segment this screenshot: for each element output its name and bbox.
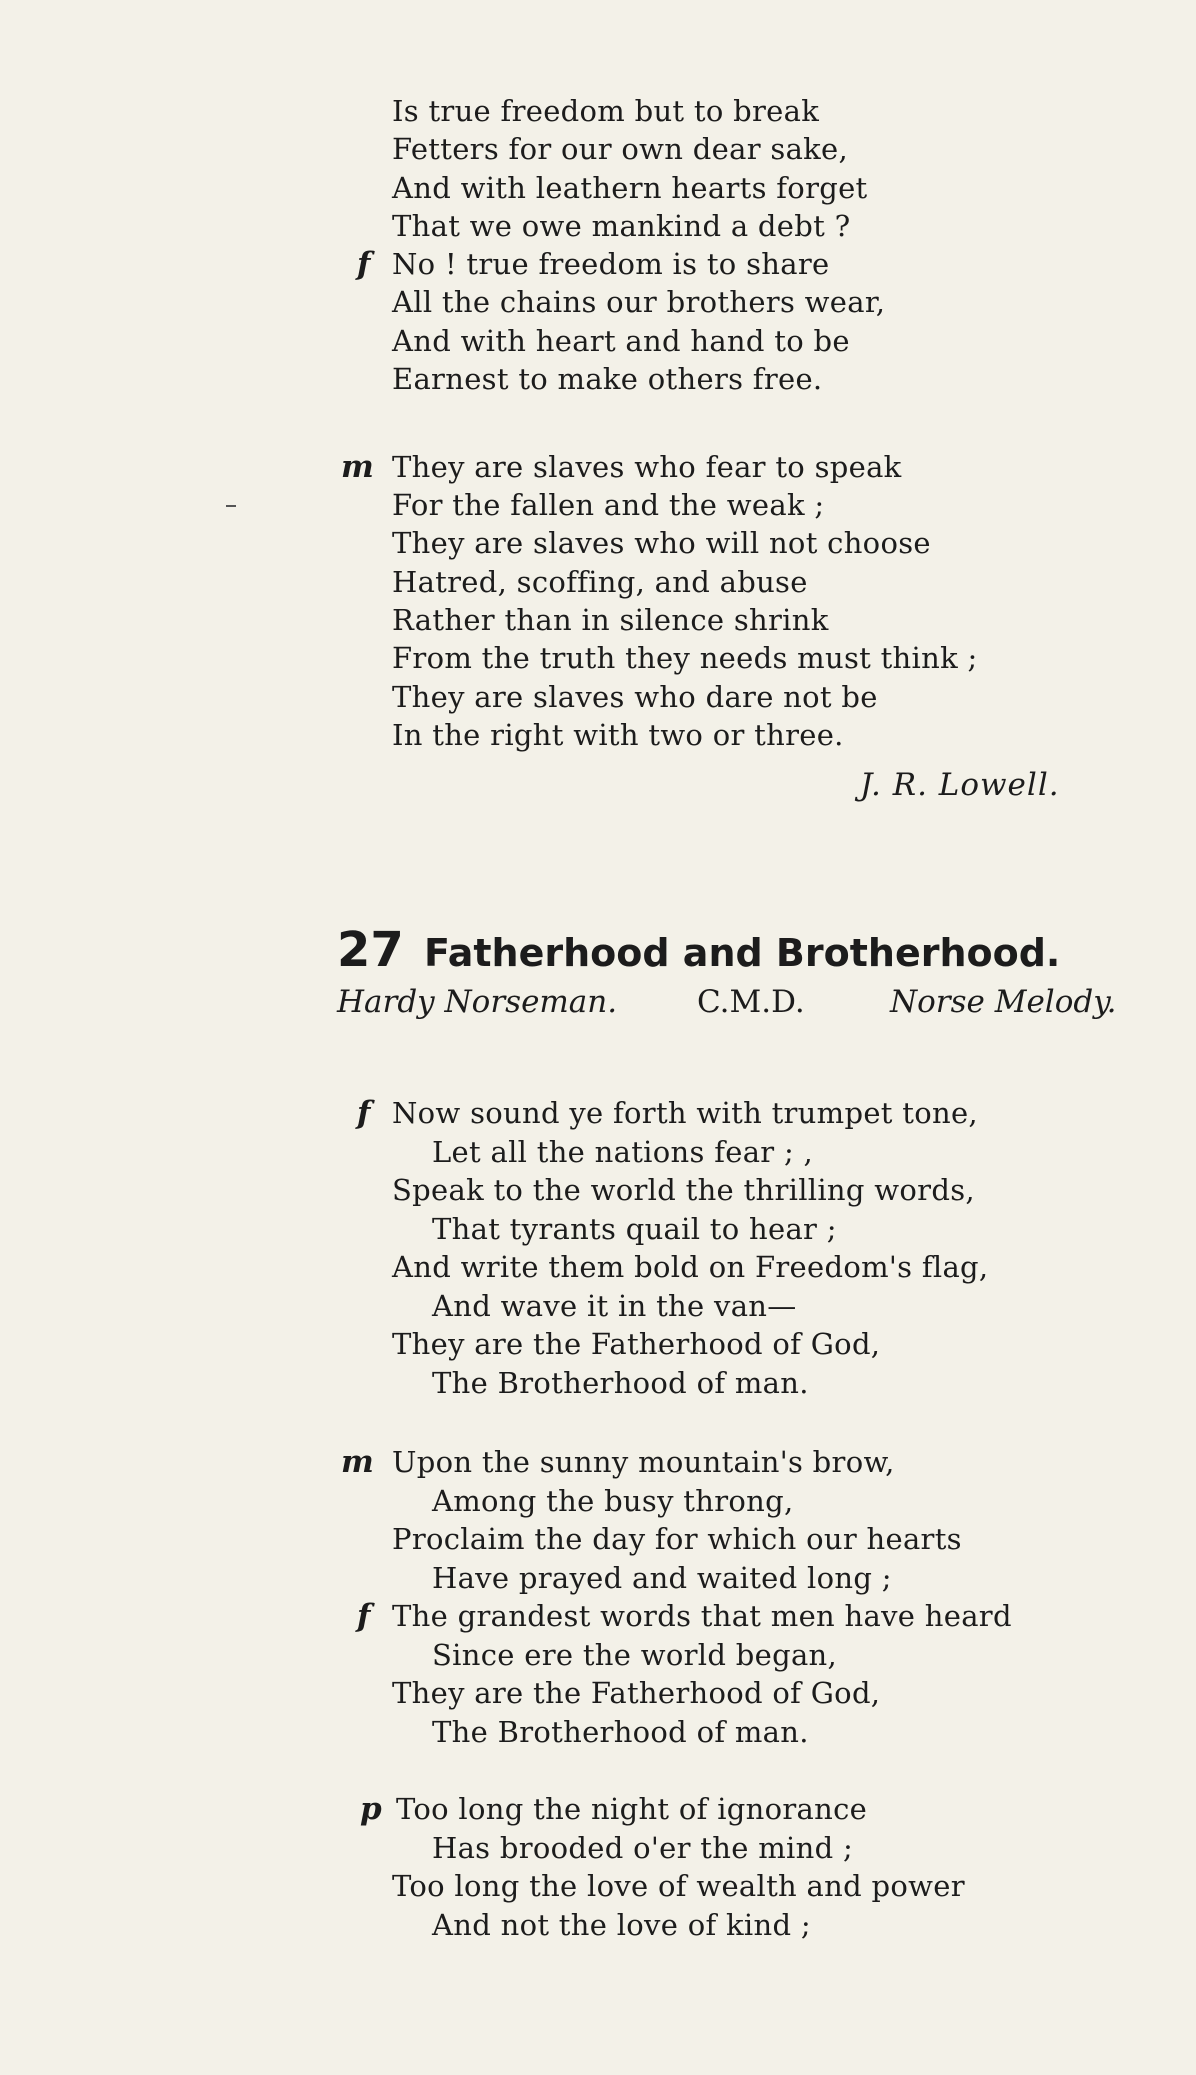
verse-line: The Brotherhood of man. [432, 1715, 809, 1749]
verse-line: Is true freedom but to break [392, 94, 820, 128]
verse-line: From the truth they needs must think ; [392, 641, 978, 675]
verse-line: And with heart and hand to be [392, 324, 850, 358]
verse-line: Now sound ye forth with trumpet tone, [392, 1096, 978, 1130]
verse-line: Among the busy throng, [432, 1484, 794, 1518]
verse-line: Earnest to make others free. [392, 362, 823, 396]
margin-dash [226, 505, 236, 507]
verse-line: They are the Fatherhood of God, [392, 1676, 881, 1710]
tune-name: Hardy Norseman. [337, 984, 618, 1020]
verse-line: Has brooded o'er the mind ; [432, 1831, 854, 1865]
meter: C.M.D. [697, 984, 805, 1020]
verse-line: The Brotherhood of man. [432, 1366, 809, 1400]
verse-line: That we owe mankind a debt ? [392, 209, 851, 243]
verse-line: Let all the nations fear ; , [432, 1135, 814, 1169]
verse-line: Rather than in silence shrink [392, 603, 829, 637]
verse-line: All the chains our brothers wear, [392, 285, 886, 319]
verse-line: For the fallen and the weak ; [392, 488, 825, 522]
verse-line: Since ere the world began, [432, 1638, 838, 1672]
author-attribution: J. R. Lowell. [860, 767, 1060, 803]
dynamic-mark: p [360, 1791, 382, 1827]
verse-line: Speak to the world the thrilling words, [392, 1173, 975, 1207]
hymn-title: Fatherhood and Brotherhood. [424, 931, 1061, 975]
verse-line: Too long the love of wealth and power [392, 1869, 965, 1903]
verse-line: Too long the night of ignorance [396, 1792, 868, 1826]
verse-line: That tyrants quail to hear ; [432, 1212, 837, 1246]
verse-line: They are slaves who dare not be [392, 680, 878, 714]
verse-line: And with leathern hearts forget [392, 171, 868, 205]
verse-line: Proclaim the day for which our hearts [392, 1522, 962, 1556]
dynamic-mark: f [357, 1598, 371, 1634]
verse-line: They are slaves who fear to speak [392, 450, 902, 484]
dynamic-mark: m [341, 449, 374, 485]
tune-source: Norse Melody. [890, 984, 1117, 1020]
verse-line: No ! true freedom is to share [392, 247, 830, 281]
verse-line: And write them bold on Freedom's flag, [392, 1250, 989, 1284]
verse-line: Have prayed and waited long ; [432, 1561, 892, 1595]
verse-line: And wave it in the van— [432, 1289, 797, 1323]
verse-line: Hatred, scoffing, and abuse [392, 565, 808, 599]
verse-line: And not the love of kind ; [432, 1908, 811, 1942]
verse-line: In the right with two or three. [392, 718, 844, 752]
verse-line: The grandest words that men have heard [392, 1599, 1012, 1633]
hymn-number: 27 [337, 922, 404, 978]
dynamic-mark: f [357, 1095, 371, 1131]
verse-line: Fetters for our own dear sake, [392, 132, 849, 166]
verse-line: They are the Fatherhood of God, [392, 1327, 881, 1361]
verse-line: Upon the sunny mountain's brow, [392, 1445, 895, 1479]
dynamic-mark: f [357, 246, 371, 282]
verse-line: They are slaves who will not choose [392, 526, 931, 560]
dynamic-mark: m [341, 1444, 374, 1480]
